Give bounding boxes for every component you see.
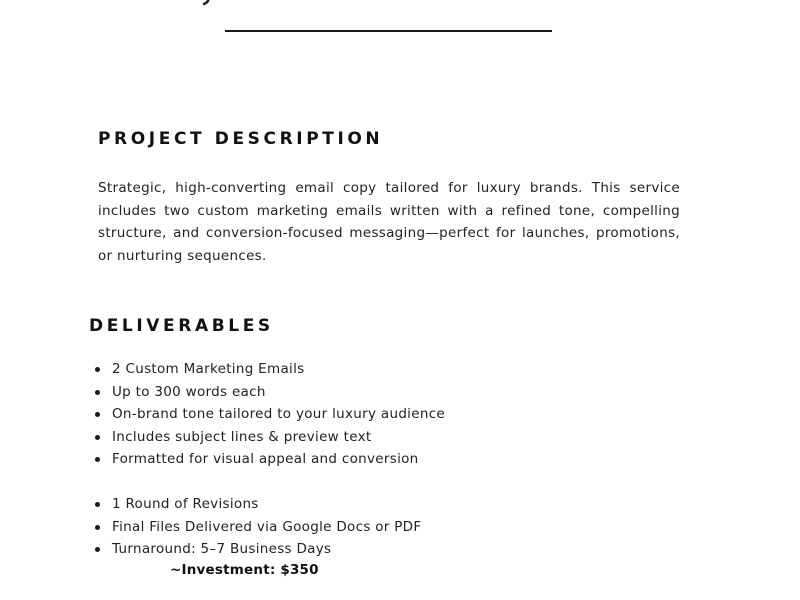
project-description-heading: PROJECT DESCRIPTION — [98, 129, 384, 149]
cropped-title-glyph — [202, 0, 212, 6]
terms-list — [112, 493, 421, 561]
project-description-text: Strategic, high-converting email copy tailored for luxury brands. This service includes two custom marketing emails written with a refined tone, compelling structure, and conversion-focused messaging—perfect for launches, promotions, or nurturing sequences. — [98, 180, 680, 264]
deliverables-list — [112, 358, 445, 471]
list-item: Up to 300 words each — [112, 381, 445, 404]
list-item: Includes subject lines & preview text — [112, 426, 445, 449]
list-item: 2 Custom Marketing Emails — [112, 358, 445, 381]
title-underline-divider — [225, 30, 552, 32]
list-item: Final Files Delivered via Google Docs or PDF — [112, 516, 421, 539]
list-item: On-brand tone tailored to your luxury audience — [112, 403, 445, 426]
investment-price: ~Investment: $350 — [170, 562, 319, 578]
list-item: Formatted for visual appeal and conversion — [112, 448, 445, 471]
list-item: Turnaround: 5–7 Business Days — [112, 538, 421, 561]
deliverables-heading: DELIVERABLES — [89, 316, 274, 336]
list-item: 1 Round of Revisions — [112, 493, 421, 516]
